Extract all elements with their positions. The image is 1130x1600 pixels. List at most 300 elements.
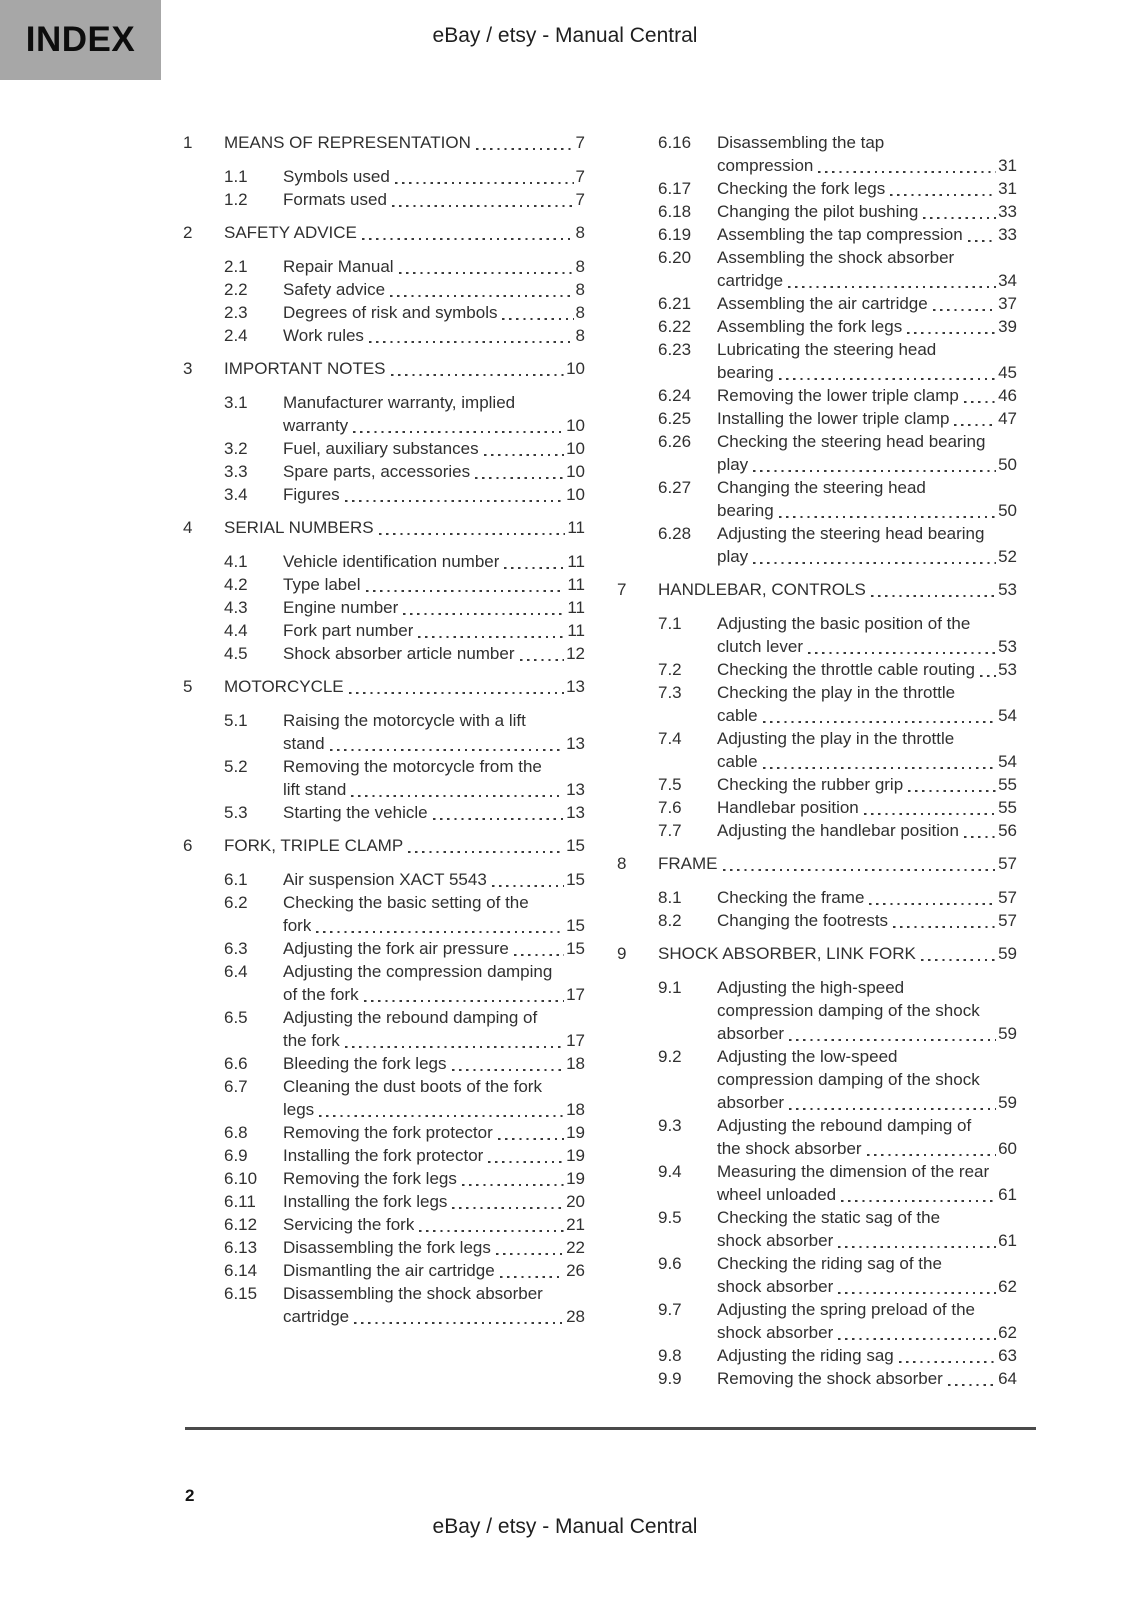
toc-entry [617,292,1017,315]
toc-entry-number: 6.28 [658,524,692,543]
dot-leader [492,885,564,887]
toc-entry [617,223,1017,246]
toc-entry-page: 45 [998,363,1017,382]
toc-entry-number: 9.5 [658,1208,682,1227]
dot-leader [980,675,996,677]
toc-entry-body [283,1006,585,1052]
toc-entry-number: 6.24 [658,386,692,405]
toc-entry-line: Adjusting the low-speed [717,1047,898,1066]
toc-entry-body [283,391,585,437]
toc-entry [183,801,585,824]
toc-entry-title: legs [283,1100,315,1119]
toc-entry-title: Removing the fork protector [283,1123,493,1142]
toc-entry-line: Adjusting the steering head bearing [717,524,985,543]
dot-leader [923,217,996,219]
toc-entry-number: 9.9 [658,1369,682,1388]
toc-entry-title: Symbols used [283,167,390,186]
toc-entry-line: Manufacturer warranty, implied [283,393,516,412]
toc-entry-body [224,675,585,698]
toc-entry-body [283,1167,585,1190]
toc-entry-body [658,578,1017,601]
toc-entry-title: lift stand [283,780,347,799]
toc-entry [183,1006,585,1052]
toc-entry-title: the shock absorber [717,1139,862,1158]
toc-entry-title: the fork [283,1031,340,1050]
toc-entry-page: 22 [566,1238,585,1257]
toc-entry [183,937,585,960]
toc-entry-line: compression damping of the shock [717,1070,980,1089]
toc-entry-title: Checking the frame [717,888,865,907]
toc-entry-title: Fork part number [283,621,414,640]
toc-entry-body [658,942,1017,965]
toc-entry-number: 6.1 [224,870,248,889]
toc-entry-title: Checking the fork legs [717,179,886,198]
toc-entry-page: 10 [566,462,585,481]
toc-entry [183,165,585,188]
toc-entry [183,642,585,665]
toc-entry-line: Changing the steering head [717,478,926,497]
toc-entry-page: 34 [998,271,1017,290]
dot-leader [763,767,996,769]
dot-leader [520,659,565,661]
dot-leader [899,1361,996,1363]
toc-entry-line: Adjusting the play in the throttle [717,729,955,748]
toc-entry-page: 11 [567,621,585,640]
toc-entry-title: Spare parts, accessories [283,462,471,481]
toc-entry [617,1344,1017,1367]
toc-entry-number: 6.10 [224,1169,258,1188]
dot-leader [419,1230,564,1232]
toc-entry-number: 6.5 [224,1008,248,1027]
toc-entry-title: absorber [717,1093,785,1112]
toc-entry-title: Assembling the air cartridge [717,294,928,313]
toc-entry-body [283,619,585,642]
toc-entry-number: 2.4 [224,326,248,345]
toc-entry-line: Adjusting the compression damping [283,962,553,981]
toc-entry-body [283,1052,585,1075]
toc-entry-number: 6.14 [224,1261,258,1280]
toc-entry-body [283,1190,585,1213]
toc-entry-title: Engine number [283,598,399,617]
toc-entry [183,1121,585,1144]
toc-entry [617,200,1017,223]
toc-entry-line: Adjusting the spring preload of the [717,1300,976,1319]
toc-entry-body [717,246,1017,292]
toc-entry-page: 8 [575,280,585,299]
toc-entry-page: 33 [998,202,1017,221]
toc-entry-page: 17 [566,985,585,1004]
toc-entry-page: 46 [998,386,1017,405]
toc-entry-number: 3 [183,359,193,378]
toc-entry [617,976,1017,1045]
toc-entry-body [224,516,585,539]
toc-entry-body [283,801,585,824]
toc-entry-page: 31 [998,179,1017,198]
toc-entry-page: 53 [998,660,1017,679]
toc-entry-body [283,437,585,460]
toc-entry-number: 6.11 [224,1192,256,1211]
toc-entry-number: 2.1 [224,257,248,276]
toc-entry [617,886,1017,909]
toc-entry-number: 6.7 [224,1077,248,1096]
toc-entry [183,324,585,347]
toc-entry [183,301,585,324]
toc-entry-body [283,278,585,301]
toc-entry-body [283,755,585,801]
toc-entry [183,131,585,154]
toc-entry-page: 18 [566,1100,585,1119]
toc-entry-title: absorber [717,1024,785,1043]
toc-entry-body [717,1114,1017,1160]
toc-entry-number: 6.16 [658,133,692,152]
dot-leader [354,1322,564,1324]
toc-entry-body [717,315,1017,338]
toc-entry [183,834,585,857]
toc-entry [617,246,1017,292]
toc-entry-body [283,1236,585,1259]
toc-entry-body [283,960,585,1006]
toc-entry-number: 5.1 [224,711,248,730]
toc-entry-body [717,1045,1017,1114]
toc-entry-title: Figures [283,485,340,504]
dot-leader [484,454,564,456]
toc-entry [183,868,585,891]
dot-leader [462,1184,564,1186]
toc-entry-body [717,223,1017,246]
toc-entry [183,255,585,278]
toc-entry-number: 3.1 [224,393,248,412]
toc-entry-title: HANDLEBAR, CONTROLS [658,580,866,599]
toc-entry-number: 4.1 [224,552,248,571]
toc-entry [617,315,1017,338]
toc-entry-title: Vehicle identification number [283,552,500,571]
toc-entry-line: Lubricating the steering head [717,340,937,359]
dot-leader [408,851,564,853]
toc-entry-page: 11 [567,598,585,617]
dot-leader [964,401,996,403]
header-title: eBay / etsy - Manual Central [432,24,698,47]
toc-entry-body [717,338,1017,384]
toc-entry-title: Adjusting the riding sag [717,1346,894,1365]
toc-entry-number: 6.27 [658,478,692,497]
toc-entry-page: 64 [998,1369,1017,1388]
toc-entry-body [224,221,585,244]
toc-entry-title: Removing the shock absorber [717,1369,943,1388]
toc-entry-body [717,796,1017,819]
dot-leader [364,1000,564,1002]
toc-entry-page: 19 [566,1146,585,1165]
toc-entry-line: Adjusting the basic position of the [717,614,971,633]
toc-entry-number: 3.4 [224,485,248,504]
toc-entry-title: Air suspension XACT 5543 [283,870,487,889]
toc-entry-page: 11 [567,552,585,571]
toc-entry-number: 2.2 [224,280,248,299]
toc-entry-body [283,165,585,188]
dot-leader [753,470,996,472]
toc-entry-title: shock absorber [717,1323,834,1342]
dot-leader [399,272,574,274]
toc-entry [183,755,585,801]
dot-leader [867,1154,996,1156]
toc-entry [617,942,1017,965]
toc-entry-body [283,1121,585,1144]
toc-entry [617,773,1017,796]
toc-entry-number: 6.2 [224,893,248,912]
toc-entry-number: 9.7 [658,1300,682,1319]
toc-entry-number: 8.2 [658,911,682,930]
toc-entry-body [283,868,585,891]
toc-entry-page: 20 [566,1192,585,1211]
toc-entry-page: 33 [998,225,1017,244]
toc-entry-body [283,891,585,937]
toc-entry [183,709,585,755]
toc-entry-title: compression [717,156,814,175]
toc-entry-title: Repair Manual [283,257,394,276]
toc-entry-title: stand [283,734,325,753]
toc-entry-page: 55 [998,798,1017,817]
toc-entry-number: 6.3 [224,939,248,958]
toc-entry-title: cable [717,706,758,725]
toc-entry-page: 13 [566,803,585,822]
dot-leader [907,332,996,334]
dot-leader [838,1292,996,1294]
toc-entry-page: 15 [566,836,585,855]
toc-entry-number: 9.2 [658,1047,682,1066]
dot-leader [349,692,564,694]
toc-entry-body [283,1144,585,1167]
toc-entry [183,278,585,301]
toc-entry [183,619,585,642]
toc-entry [183,1167,585,1190]
dot-leader [496,1253,564,1255]
dot-leader [968,240,996,242]
toc-entry-number: 7.6 [658,798,682,817]
toc-entry-body [717,819,1017,842]
toc-entry-page: 28 [566,1307,585,1326]
toc-entry-body [283,642,585,665]
dot-leader [948,1384,996,1386]
toc-entry-page: 59 [998,1024,1017,1043]
toc-entry-page: 13 [566,677,585,696]
toc-entry-page: 60 [998,1139,1017,1158]
toc-entry-page: 10 [566,439,585,458]
toc-entry-number: 7 [617,580,627,599]
toc-entry-page: 8 [575,326,585,345]
toc-entry [617,177,1017,200]
toc-entry-page: 57 [998,911,1017,930]
dot-leader [818,171,996,173]
dot-leader [392,205,574,207]
toc-entry-line: Checking the riding sag of the [717,1254,942,1273]
toc-entry-title: Dismantling the air cartridge [283,1261,495,1280]
toc-entry-line: Disassembling the shock absorber [283,1284,543,1303]
toc-entry-title: fork [283,916,312,935]
toc-column-right [617,131,1017,1390]
toc-entry-body [717,612,1017,658]
toc-entry-page: 8 [575,303,585,322]
toc-entry [183,960,585,1006]
toc-entry-page: 11 [567,518,585,537]
toc-entry-page: 12 [566,644,585,663]
toc-entry-number: 1.1 [224,167,248,186]
toc-entry-number: 8 [617,854,627,873]
toc-entry-number: 4.5 [224,644,248,663]
toc-entry-body [283,1213,585,1236]
toc-entry [617,1114,1017,1160]
toc-entry-line: Checking the play in the throttle [717,683,956,702]
toc-columns [183,131,1017,1390]
toc-entry-line: Checking the steering head bearing [717,432,986,451]
toc-entry-page: 7 [575,133,585,152]
dot-leader [418,636,565,638]
dot-leader [379,533,566,535]
toc-entry-title: shock absorber [717,1231,834,1250]
dot-leader [498,1138,564,1140]
toc-entry-number: 6.19 [658,225,692,244]
toc-entry-number: 6.18 [658,202,692,221]
toc-entry-page: 47 [998,409,1017,428]
toc-entry-page: 57 [998,888,1017,907]
dot-leader [369,341,574,343]
toc-entry-page: 17 [566,1031,585,1050]
toc-entry-number: 2 [183,223,193,242]
toc-entry [617,796,1017,819]
toc-entry-title: Installing the fork legs [283,1192,448,1211]
toc-entry-page: 39 [998,317,1017,336]
toc-entry-number: 9.3 [658,1116,682,1135]
toc-entry-title: Adjusting the handlebar position [717,821,959,840]
toc-entry-title: FORK, TRIPLE CLAMP [224,836,404,855]
toc-entry [183,516,585,539]
dot-leader [921,959,996,961]
toc-entry [617,1160,1017,1206]
toc-entry-number: 4.2 [224,575,248,594]
toc-entry-number: 6.23 [658,340,692,359]
toc-entry-title: Servicing the fork [283,1215,415,1234]
toc-entry-title: Shock absorber article number [283,644,515,663]
toc-entry-title: Adjusting the fork air pressure [283,939,509,958]
toc-entry-number: 6.9 [224,1146,248,1165]
toc-entry-title: Changing the pilot bushing [717,202,919,221]
toc-entry-page: 59 [998,944,1017,963]
toc-entry-number: 6 [183,836,193,855]
toc-entry-body [717,407,1017,430]
toc-entry-title: Work rules [283,326,364,345]
toc-entry-number: 5.3 [224,803,248,822]
toc-entry-page: 18 [566,1054,585,1073]
dot-leader [433,818,564,820]
toc-entry-body [224,357,585,380]
toc-entry [183,573,585,596]
toc-entry [183,1282,585,1328]
toc-entry-title: Handlebar position [717,798,859,817]
toc-entry-title: of the fork [283,985,359,1004]
toc-column-left [183,131,585,1390]
toc-entry-body [283,1259,585,1282]
toc-entry [183,1236,585,1259]
toc-entry-page: 10 [566,359,585,378]
toc-entry-number: 6.21 [658,294,692,313]
toc-entry-page: 54 [998,752,1017,771]
dot-leader [864,813,996,815]
dot-leader [475,477,564,479]
toc-entry [617,384,1017,407]
toc-entry-body [717,658,1017,681]
toc-entry-body [283,483,585,506]
toc-entry-body [283,301,585,324]
dot-leader [869,903,996,905]
toc-entry-body [717,430,1017,476]
toc-entry-body [717,1344,1017,1367]
toc-entry-number: 4.4 [224,621,248,640]
dot-leader [954,424,996,426]
toc-entry-number: 7.7 [658,821,682,840]
toc-entry-title: play [717,547,749,566]
toc-entry-number: 7.1 [658,614,682,633]
toc-entry-number: 7.2 [658,660,682,679]
toc-entry [617,1045,1017,1114]
dot-leader [893,926,996,928]
toc-entry-title: IMPORTANT NOTES [224,359,386,378]
dot-leader [330,749,564,751]
toc-entry [617,909,1017,932]
toc-entry-number: 7.5 [658,775,682,794]
toc-entry-title: SAFETY ADVICE [224,223,357,242]
dot-leader [964,836,996,838]
toc-entry [617,1206,1017,1252]
page-number: 2 [185,1486,195,1505]
toc-entry-page: 50 [998,455,1017,474]
toc-entry-title: Starting the vehicle [283,803,428,822]
toc-entry [183,1213,585,1236]
toc-entry [617,476,1017,522]
dot-leader [723,869,997,871]
toc-entry-number: 6.17 [658,179,692,198]
toc-entry-number: 9.6 [658,1254,682,1273]
toc-entry-body [717,681,1017,727]
toc-entry-body [224,834,585,857]
toc-entry-page: 56 [998,821,1017,840]
toc-entry-page: 57 [998,854,1017,873]
toc-entry-title: SERIAL NUMBERS [224,518,374,537]
toc-entry-title: Disassembling the fork legs [283,1238,491,1257]
dot-leader [390,295,573,297]
toc-entry-line: compression damping of the shock [717,1001,980,1020]
dot-leader [908,790,996,792]
toc-entry-line: Cleaning the dust boots of the fork [283,1077,542,1096]
dot-leader [316,931,564,933]
toc-entry-body [717,384,1017,407]
toc-entry-number: 6.15 [224,1284,258,1303]
toc-entry-title: Removing the fork legs [283,1169,457,1188]
dot-leader [488,1161,564,1163]
toc-entry-number: 7.3 [658,683,682,702]
toc-entry-number: 9 [617,944,627,963]
toc-entry-page: 53 [998,580,1017,599]
toc-entry [617,407,1017,430]
toc-entry-page: 52 [998,547,1017,566]
toc-entry-title: Bleeding the fork legs [283,1054,447,1073]
toc-entry-number: 6.6 [224,1054,248,1073]
toc-entry-number: 6.20 [658,248,692,267]
toc-entry-page: 13 [566,734,585,753]
toc-entry-body [717,1367,1017,1390]
toc-entry-number: 6.25 [658,409,692,428]
toc-entry-title: bearing [717,501,774,520]
toc-entry-number: 6.8 [224,1123,248,1142]
index-label: INDEX [25,20,136,59]
toc-entry-number: 9.4 [658,1162,682,1181]
